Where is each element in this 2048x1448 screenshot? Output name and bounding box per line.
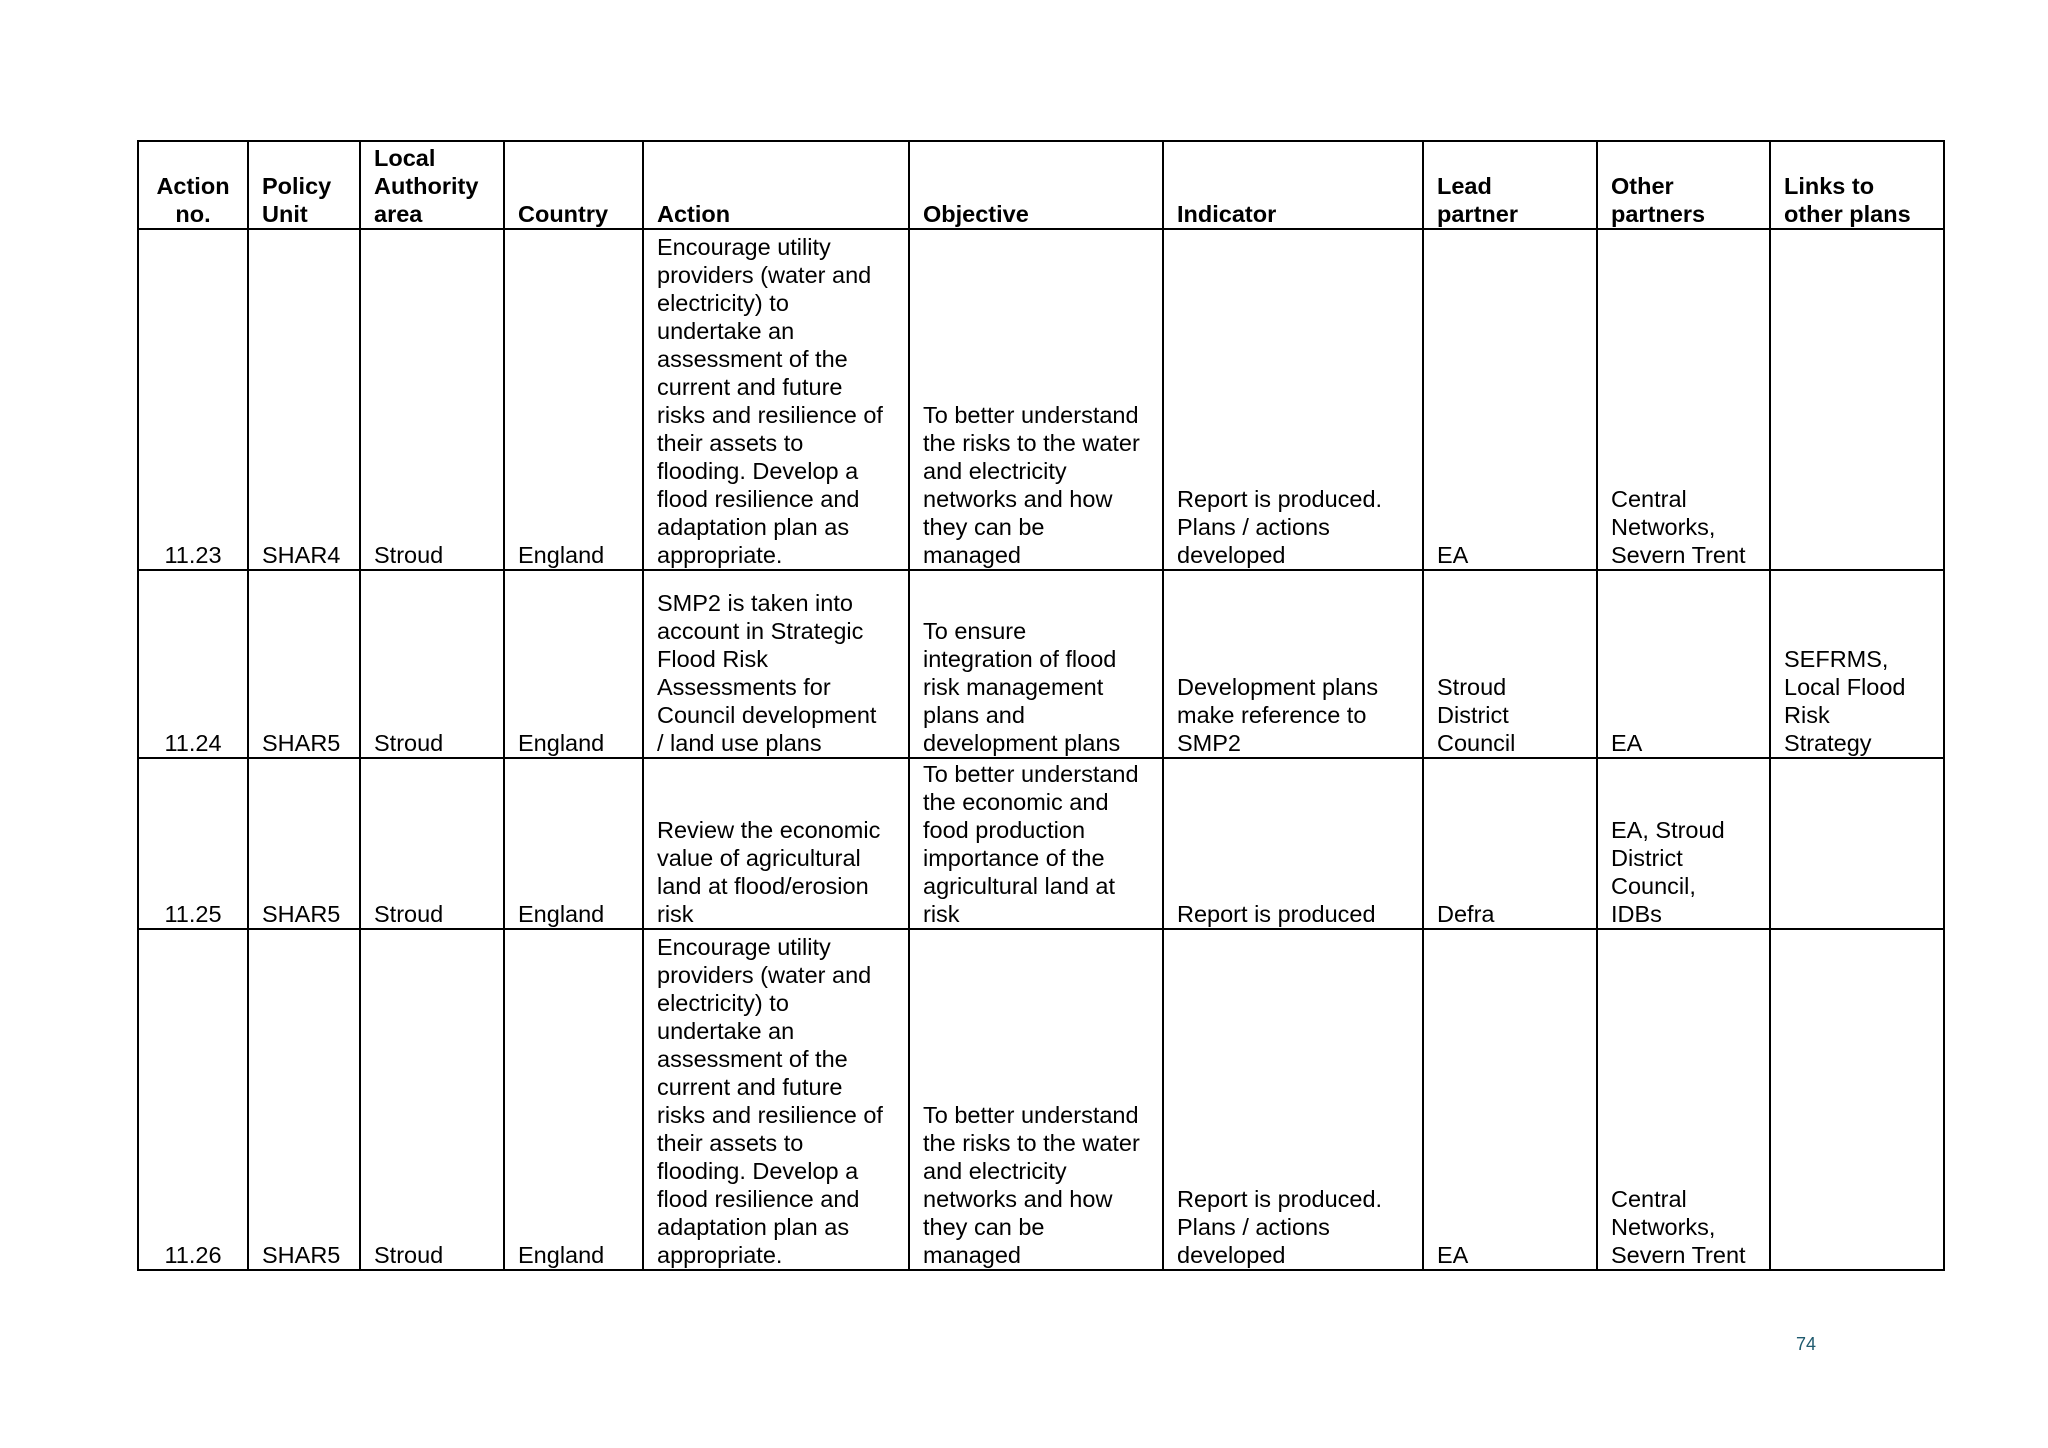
- table-row: [138, 929, 1944, 1270]
- cell-policy-unit: SHAR5: [248, 929, 360, 1270]
- cell-lead-partner: Defra: [1423, 758, 1597, 929]
- header-indicator: Indicator: [1163, 141, 1423, 229]
- page-number: 74: [1796, 1334, 1817, 1354]
- table-row: [138, 570, 1944, 758]
- cell-action-no: 11.25: [138, 758, 248, 929]
- cell-objective: To better understand the economic and food production importance of the agricultural land at risk: [909, 758, 1163, 929]
- cell-country: England: [504, 929, 643, 1270]
- header-lead-partner: Lead partner: [1423, 141, 1597, 229]
- cell-objective: To better understand the risks to the water and electricity networks and how they can be managed: [909, 929, 1163, 1270]
- header-links: Links to other plans: [1770, 141, 1944, 229]
- header-policy-unit: Policy Unit: [248, 141, 360, 229]
- header-country: Country: [504, 141, 643, 229]
- cell-other-partners: Central Networks, Severn Trent: [1597, 229, 1770, 570]
- table-row: [138, 229, 1944, 570]
- cell-other-partners: Central Networks, Severn Trent: [1597, 929, 1770, 1270]
- cell-links: SEFRMS, Local Flood Risk Strategy: [1770, 570, 1944, 758]
- cell-country: England: [504, 758, 643, 929]
- cell-local-authority: Stroud: [360, 929, 504, 1270]
- cell-country: England: [504, 570, 643, 758]
- cell-objective: To ensure integration of flood risk management plans and development plans: [909, 570, 1163, 758]
- cell-indicator: Report is produced: [1163, 758, 1423, 929]
- cell-indicator: Report is produced. Plans / actions developed: [1163, 929, 1423, 1270]
- cell-other-partners: EA: [1597, 570, 1770, 758]
- cell-policy-unit: SHAR4: [248, 229, 360, 570]
- table-row: [138, 758, 1944, 929]
- cell-lead-partner: Stroud District Council: [1423, 570, 1597, 758]
- cell-local-authority: Stroud: [360, 570, 504, 758]
- header-local-authority: Local Authority area: [360, 141, 504, 229]
- cell-links: [1770, 929, 1944, 1270]
- cell-action: SMP2 is taken into account in Strategic Flood Risk Assessments for Council development / land use plans: [643, 570, 909, 758]
- cell-action-no: 11.26: [138, 929, 248, 1270]
- action-plan-table: [137, 140, 1945, 1271]
- cell-indicator: Development plans make reference to SMP2: [1163, 570, 1423, 758]
- header-action-no: Action no.: [138, 141, 248, 229]
- cell-action: Encourage utility providers (water and electricity) to undertake an assessment of the current and future risks and resilience of their assets to flooding. Develop a flood resilience and adaptation plan as appropriate.: [643, 929, 909, 1270]
- header-objective: Objective: [909, 141, 1163, 229]
- cell-action: Encourage utility providers (water and electricity) to undertake an assessment of the current and future risks and resilience of their assets to flooding. Develop a flood resilience and adaptation plan as appropriate.: [643, 229, 909, 570]
- cell-lead-partner: EA: [1423, 929, 1597, 1270]
- header-other-partners: Other partners: [1597, 141, 1770, 229]
- cell-lead-partner: EA: [1423, 229, 1597, 570]
- table-header-row: [138, 141, 1944, 229]
- cell-links: [1770, 758, 1944, 929]
- cell-other-partners: EA, Stroud District Council, IDBs: [1597, 758, 1770, 929]
- cell-local-authority: Stroud: [360, 758, 504, 929]
- cell-policy-unit: SHAR5: [248, 570, 360, 758]
- cell-action-no: 11.23: [138, 229, 248, 570]
- cell-action: Review the economic value of agricultural land at flood/erosion risk: [643, 758, 909, 929]
- cell-action-no: 11.24: [138, 570, 248, 758]
- cell-local-authority: Stroud: [360, 229, 504, 570]
- cell-policy-unit: SHAR5: [248, 758, 360, 929]
- header-action: Action: [643, 141, 909, 229]
- cell-links: [1770, 229, 1944, 570]
- cell-indicator: Report is produced. Plans / actions developed: [1163, 229, 1423, 570]
- cell-country: England: [504, 229, 643, 570]
- cell-objective: To better understand the risks to the water and electricity networks and how they can be managed: [909, 229, 1163, 570]
